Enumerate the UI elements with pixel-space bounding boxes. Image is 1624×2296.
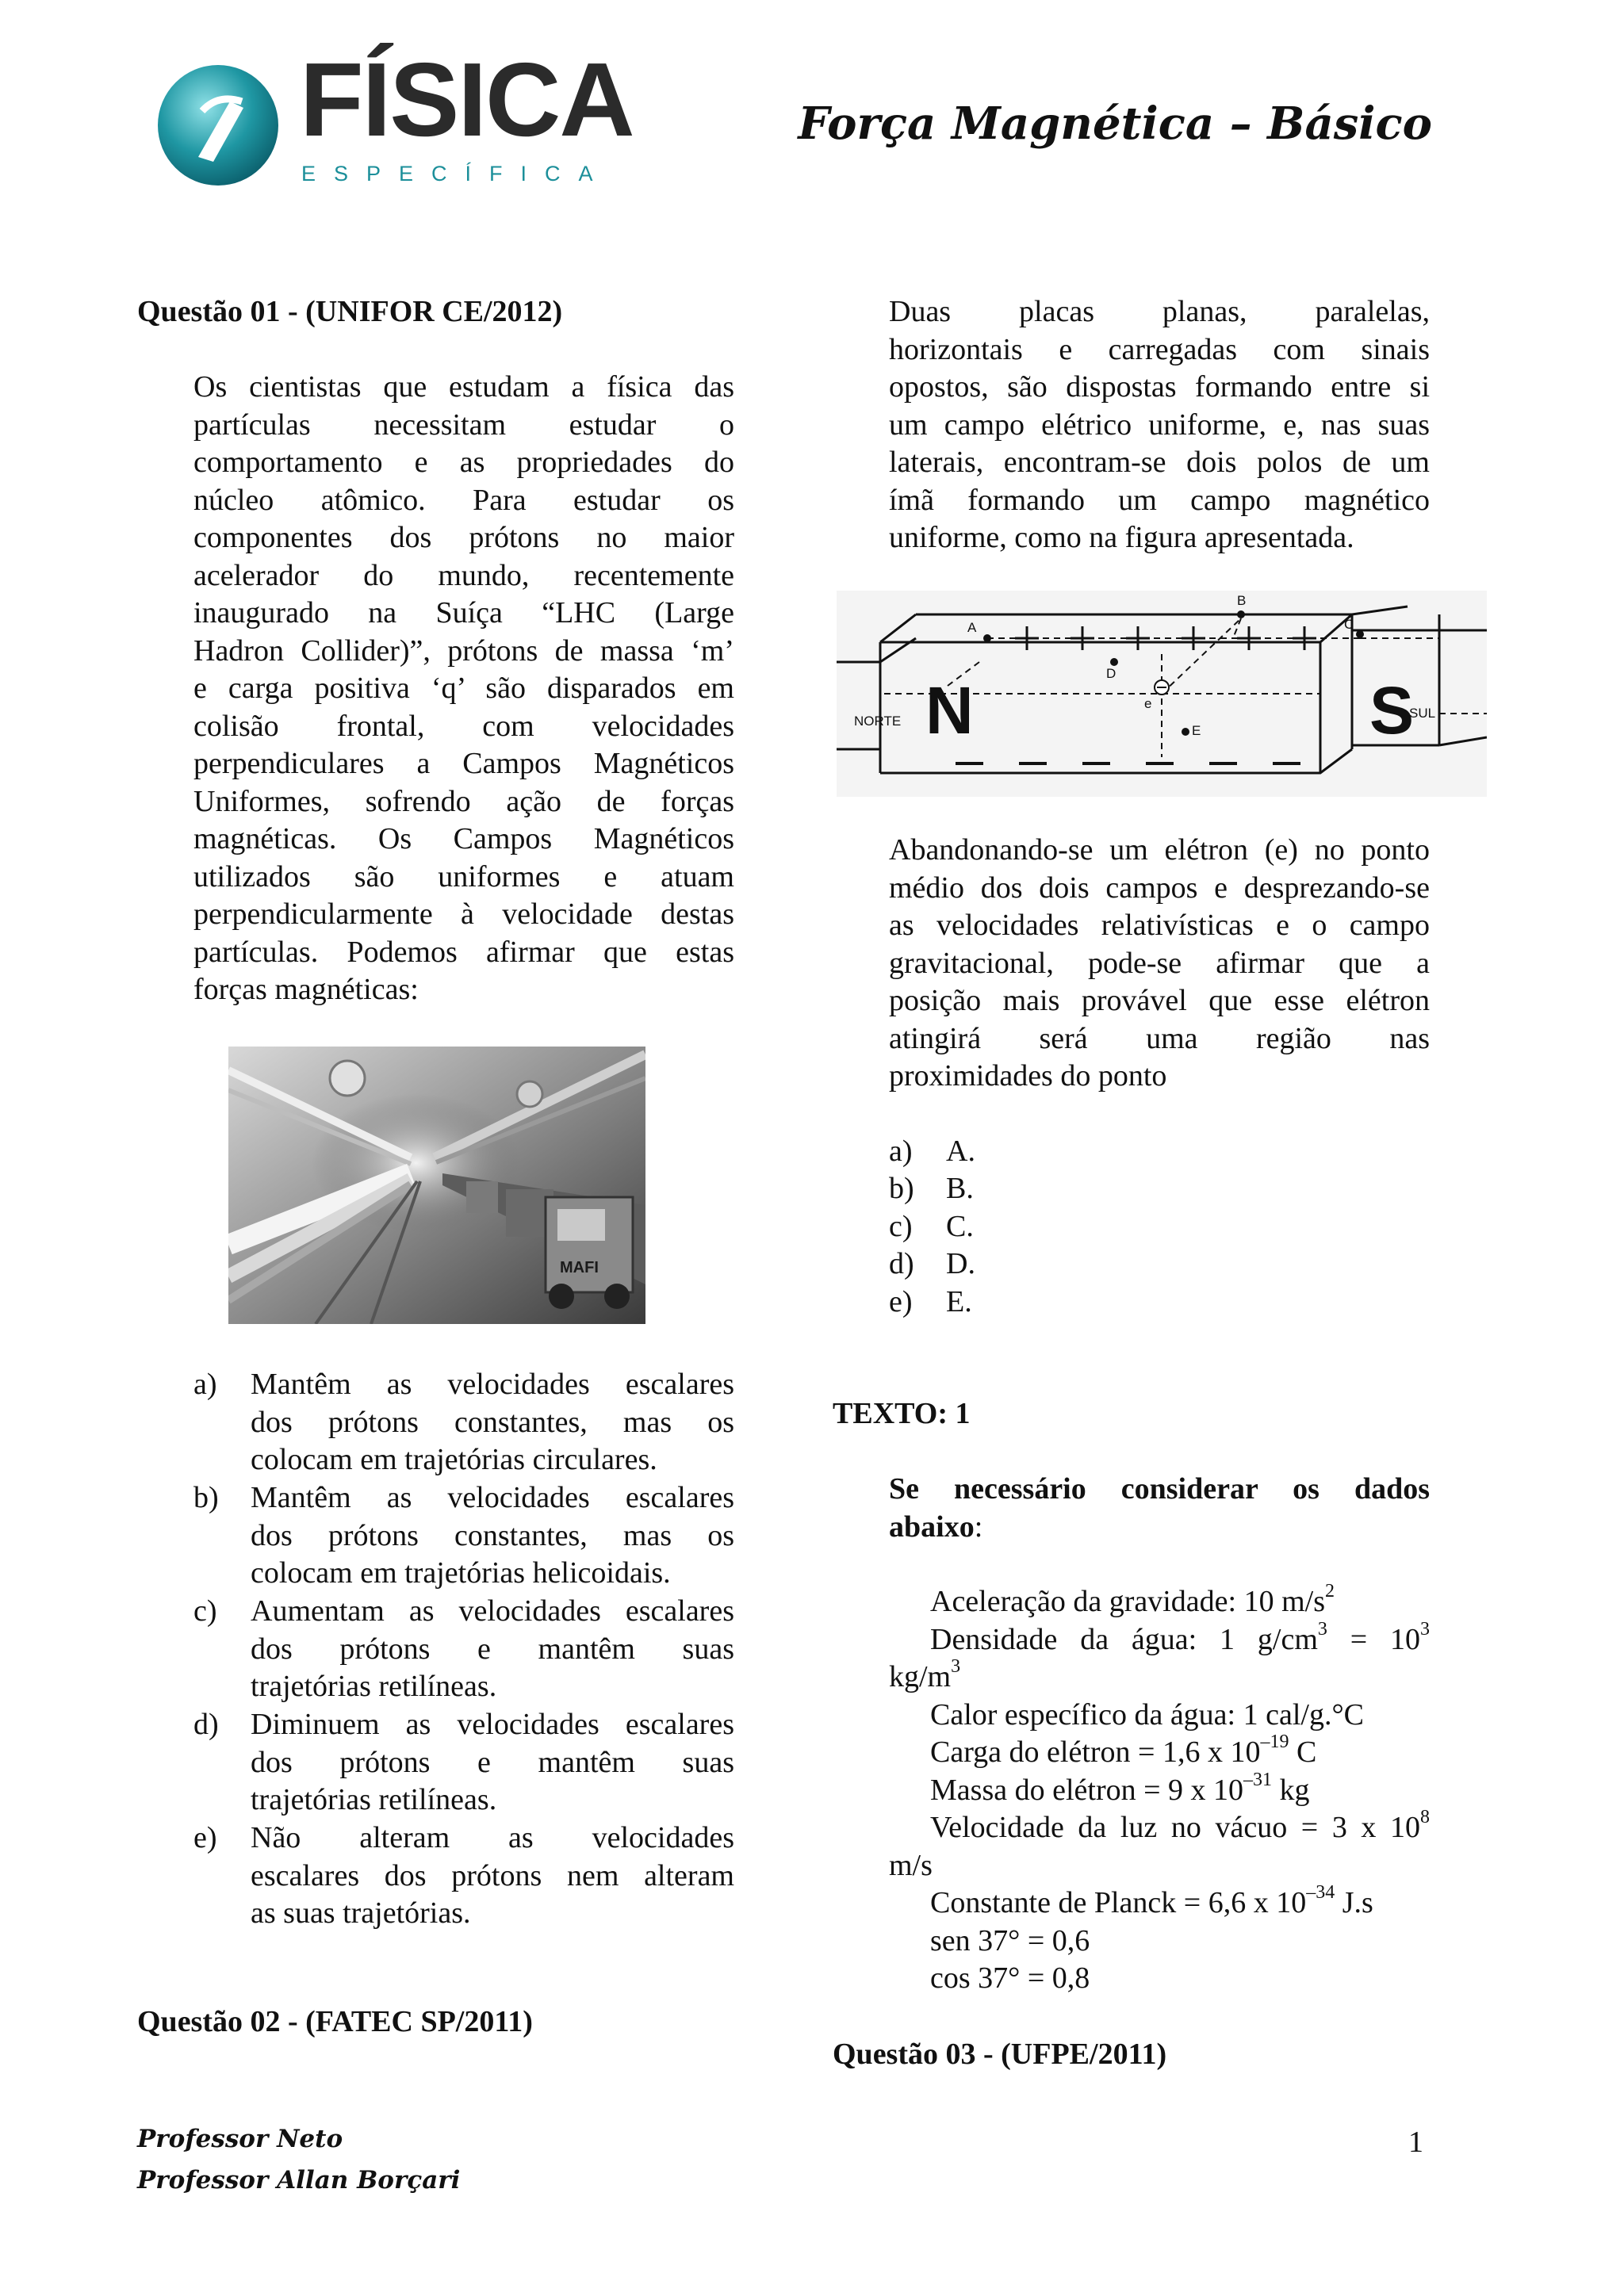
question-line: Abandonando-se um elétron (e) no ponto	[889, 833, 1430, 867]
option-line: colocam em trajetórias circulares.	[251, 1443, 657, 1476]
stem-line: colisão frontal, com velocidades	[193, 709, 734, 743]
option-line: colocam em trajetórias helicoidais.	[251, 1556, 671, 1590]
question-2-body	[889, 832, 1430, 1096]
option-label: e)	[193, 1821, 217, 1854]
option-text: E.	[946, 1285, 972, 1318]
question-line: atingirá será uma região nas	[889, 1021, 1430, 1055]
q1-option-d[interactable]	[193, 1706, 734, 1820]
option-text: A.	[946, 1135, 975, 1168]
intro-line: ímã formando um campo magnético	[889, 483, 1430, 517]
intro-bold: abaixo	[889, 1510, 975, 1544]
point-c-label: C	[1344, 617, 1354, 632]
stem-line: e carga positiva ‘q’ são disparados em	[193, 672, 734, 705]
option-line: dos prótons e mantêm suas	[251, 1632, 734, 1666]
intro-line: opostos, são dispostas formando entre si	[889, 370, 1430, 404]
intro-line: Duas placas planas, paralelas,	[889, 295, 1430, 328]
q2-option-b[interactable]	[889, 1170, 1127, 1207]
data-density-unit: $kg/m^3$	[889, 1656, 961, 1693]
texto-1-data	[889, 1583, 1430, 1998]
point-a-label: A	[967, 620, 977, 635]
stem-line: núcleo atômico. Para estudar os	[193, 483, 734, 517]
option-label: b)	[889, 1172, 914, 1205]
intro-line: horizontais e carregadas com sinais	[889, 332, 1430, 366]
option-text: C.	[946, 1210, 974, 1243]
option-text: B.	[946, 1172, 974, 1205]
question-3-title: Questão 03 - (UFPE/2011)	[833, 2038, 1167, 2071]
option-line: trajetórias retilíneas.	[251, 1670, 497, 1703]
intro-line: uniforme, como na figura apresentada.	[889, 521, 1354, 554]
logo-icon	[155, 62, 282, 189]
question-1-title: Questão 01 - (UNIFOR CE/2012)	[137, 295, 563, 328]
point-d-label: D	[1106, 666, 1116, 681]
stem-line: Os cientistas que estudam a física das	[193, 370, 734, 404]
option-line: Não alteram as velocidades	[251, 1821, 734, 1854]
option-label: c)	[889, 1210, 913, 1243]
intro-colon: :	[974, 1510, 983, 1544]
intro-line: um campo elétrico uniforme, e, nas suas	[889, 408, 1430, 442]
option-label: d)	[889, 1247, 914, 1280]
stem-line: utilizados são uniformes e atuam	[193, 859, 734, 894]
data-electron-charge: Carga do elétron = 1,6 x $10^{-19}$ C	[930, 1732, 1317, 1769]
point-e-label: E	[1192, 723, 1201, 738]
data-light-speed: Velocidade da luz no vácuo = 3 x $10^8$	[930, 1807, 1430, 1844]
question-line: as velocidades relativísticas e o campo	[889, 909, 1430, 942]
q1-option-b[interactable]	[193, 1479, 734, 1593]
footer-teacher-2: Professor Allan Borçari	[137, 2166, 461, 2195]
intro-line	[889, 1509, 1430, 1547]
question-line: médio dos dois campos e desprezando-se	[889, 871, 1430, 905]
data-planck: Constante de Planck = 6,6 x $10^{-34}$ J.s	[930, 1882, 1373, 1919]
option-line: dos prótons e mantêm suas	[251, 1745, 734, 1779]
logo-title: FÍSICA	[300, 41, 634, 158]
stem-line: comportamento e as propriedades do	[193, 446, 734, 479]
stem-line: Uniformes, sofrendo ação de forças	[193, 784, 734, 818]
option-line: trajetórias retilíneas.	[251, 1783, 497, 1816]
stem-line: componentes dos prótons no maior	[193, 521, 734, 554]
question-line: posição mais provável que esse elétron	[889, 984, 1430, 1017]
intro-line: Se necessário considerar os dados	[889, 1472, 1430, 1506]
stem-line: Hadron Collider)”, prótons de massa ‘m’	[193, 633, 734, 668]
stem-line: inaugurado na Suíça “LHC (Large	[193, 596, 734, 629]
logo-subtitle: ESPECÍFICA	[301, 162, 611, 186]
north-pole: N	[925, 673, 974, 748]
option-text: D.	[946, 1247, 975, 1280]
question-2-intro	[889, 293, 1430, 557]
page-number: 1	[1408, 2126, 1423, 2159]
stem-line: forças magnéticas:	[193, 973, 419, 1006]
electron-label: e	[1144, 696, 1152, 711]
lhc-tunnel-photo	[228, 1047, 645, 1324]
option-line: dos prótons constantes, mas os	[251, 1405, 734, 1439]
option-label: d)	[193, 1708, 219, 1741]
stem-line: partículas. Podemos afirmar que estas	[193, 935, 734, 969]
south-pole: S	[1369, 673, 1415, 748]
stem-line: perpendiculares a Campos Magnéticos	[193, 747, 734, 780]
option-label: a)	[193, 1368, 217, 1401]
q1-option-c[interactable]	[193, 1593, 734, 1706]
data-density: Densidade da água: 1 $g/cm^3 = 10^3$	[930, 1618, 1431, 1656]
question-1-stem	[193, 369, 734, 1009]
vehicle-label: MAFI	[560, 1259, 599, 1276]
data-cos37: cos 37° = 0,8	[930, 1961, 1090, 1995]
data-gravity: Aceleração da gravidade: 10 $m/s^2$	[930, 1581, 1335, 1618]
option-line: Aumentam as velocidades escalares	[251, 1594, 734, 1628]
data-light-speed-unit: m/s	[889, 1848, 933, 1882]
data-sin37: sen 37° = 0,6	[930, 1923, 1090, 1957]
texto-1-title: TEXTO: 1	[833, 1397, 971, 1430]
option-line: as suas trajetórias.	[251, 1896, 471, 1930]
stem-line: acelerador do mundo, recentemente	[193, 558, 734, 592]
option-line: dos prótons constantes, mas os	[251, 1518, 734, 1552]
texto-1-intro	[889, 1471, 1430, 1546]
q2-option-c[interactable]	[889, 1208, 1127, 1246]
question-line: proximidades do ponto	[889, 1059, 1167, 1093]
q2-option-e[interactable]	[889, 1284, 1127, 1321]
point-b-label: B	[1237, 593, 1247, 608]
stem-line: magnéticas. Os Campos Magnéticos	[193, 822, 734, 855]
intro-line: laterais, encontram-se dois polos de um	[889, 446, 1430, 479]
stem-line: perpendicularmente à velocidade destas	[193, 897, 734, 931]
option-line: escalares dos prótons nem alteram	[251, 1858, 734, 1892]
q1-option-a[interactable]	[193, 1366, 734, 1479]
option-label: c)	[193, 1594, 217, 1628]
question-2-title: Questão 02 - (FATEC SP/2011)	[137, 2005, 533, 2038]
question-line: gravitacional, pode-se afirmar que a	[889, 946, 1430, 980]
footer-teacher-1: Professor Neto	[137, 2125, 343, 2153]
data-electron-mass: Massa do elétron = 9 x $10^{-31}$ kg	[930, 1769, 1310, 1807]
q2-option-d[interactable]	[889, 1246, 1127, 1283]
magnet-plates-figure	[837, 591, 1487, 797]
south-label: SUL	[1409, 706, 1436, 721]
option-label: b)	[193, 1481, 219, 1514]
option-line: Mantêm as velocidades escalares	[251, 1368, 734, 1401]
option-label: e)	[889, 1285, 913, 1318]
data-specific-heat: Calor específico da água: 1 cal/g.°C	[930, 1697, 1364, 1732]
option-label: a)	[889, 1135, 913, 1168]
north-label: NORTE	[854, 714, 902, 729]
option-line: Mantêm as velocidades escalares	[251, 1481, 734, 1514]
q1-option-e[interactable]	[193, 1820, 734, 1933]
stem-line: partículas necessitam estudar o	[193, 408, 734, 442]
document-title: Força Magnética – Básico	[798, 98, 1432, 150]
option-line: Diminuem as velocidades escalares	[251, 1708, 734, 1741]
q2-option-a[interactable]	[889, 1133, 1127, 1170]
